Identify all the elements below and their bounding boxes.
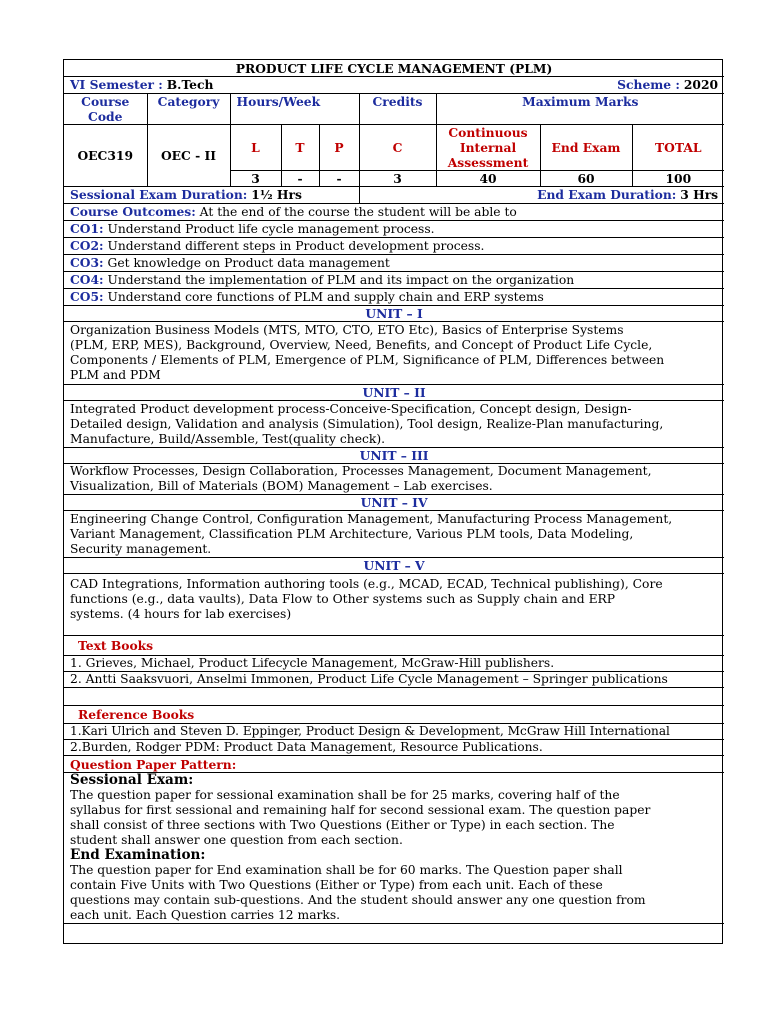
outcome-code: CO4:: [70, 272, 104, 287]
unit-4-line: Security management.: [70, 541, 212, 556]
outcome-text: Understand different steps in Product development process.: [103, 239, 485, 253]
unit-2-title: UNIT – II: [64, 385, 724, 401]
scheme-label: Scheme :: [617, 77, 680, 92]
course-outcomes-intro: At the end of the course the student will be able to: [195, 205, 517, 219]
unit-4-title: UNIT – IV: [64, 495, 724, 511]
unit-2-line: Detailed design, Validation and analysis (Simulation), Tool design, Realize-Plan manufacturing,: [70, 416, 664, 431]
unit-5-line: systems. (4 hours for lab exercises): [70, 607, 292, 621]
reference-books-heading: Reference Books: [64, 706, 724, 724]
header-total: TOTAL: [632, 125, 724, 171]
outcome-text: Understand the implementation of PLM and its impact on the organization: [103, 273, 575, 287]
value-t: -: [281, 171, 319, 187]
value-l: 3: [230, 171, 281, 187]
unit-4-body: [64, 511, 724, 558]
header-cia: Continuous Internal Assessment: [436, 125, 540, 171]
course-category: OEC - II: [147, 125, 230, 187]
header-credits: Credits: [359, 94, 436, 125]
syllabus-table: [64, 60, 724, 924]
unit-1-body: [64, 322, 724, 385]
sessional-line: student shall answer one question from each section.: [70, 833, 403, 847]
outcome-code: CO1:: [70, 221, 104, 236]
value-total: 100: [632, 171, 724, 187]
sessional-duration: [64, 187, 359, 204]
sessional-exam-heading: Sessional Exam:: [70, 772, 194, 788]
header-end-exam: End Exam: [540, 125, 632, 171]
unit-5-body: [64, 574, 724, 636]
unit-3-title: UNIT – III: [64, 448, 724, 464]
text-book-1: 1. Grieves, Michael, Product Lifecycle Management, McGraw-Hill publishers.: [64, 656, 724, 672]
blank-row: [64, 688, 724, 706]
unit-3-line: Visualization, Bill of Materials (BOM) Management – Lab exercises.: [70, 479, 493, 493]
value-c: 3: [359, 171, 436, 187]
sessional-line: shall consist of three sections with Two Questions (Either or Type) in each section. The: [70, 818, 615, 832]
outcome-text: Understand Product life cycle management process.: [103, 222, 435, 236]
course-code: OEC319: [64, 125, 147, 187]
sessional-duration-label: Sessional Exam Duration:: [70, 187, 248, 202]
outcome-row-1: [64, 221, 724, 238]
unit-5-line: functions (e.g., data vaults), Data Flow to Other systems such as Supply chain and ERP: [70, 592, 616, 606]
value-p: -: [319, 171, 359, 187]
unit-1-line: Components / Elements of PLM, Emergence of PLM, Significance of PLM, Differences between: [70, 353, 665, 367]
header-hours-week: Hours/Week: [230, 94, 359, 125]
outcome-code: CO2:: [70, 238, 104, 253]
header-category: Category: [147, 94, 230, 125]
text-books-heading: Text Books: [64, 636, 724, 656]
value-cia: 40: [436, 171, 540, 187]
outcome-text: Get knowledge on Product data management: [103, 256, 390, 270]
unit-5-line: CAD Integrations, Information authoring tools (e.g., MCAD, ECAD, Technical publishing), Core: [70, 577, 663, 591]
unit-1-line: PLM and PDM: [70, 368, 161, 382]
end-duration-label: End Exam Duration:: [537, 187, 677, 202]
header-c: C: [359, 125, 436, 171]
header-maximum-marks: Maximum Marks: [436, 94, 724, 125]
scheme-value: 2020: [683, 77, 719, 92]
outcome-code: CO3:: [70, 255, 104, 270]
end-exam-line: contain Five Units with Two Questions (Either or Type) from each unit. Each of these: [70, 878, 603, 892]
question-paper-heading: Question Paper Pattern:: [64, 756, 724, 773]
unit-2-line: Manufacture, Build/Assemble, Test(quality check).: [70, 431, 386, 446]
outcome-row-4: [64, 272, 724, 289]
semester-row: [64, 77, 724, 94]
sessional-line: syllabus for first sessional and remaining half for second sessional exam. The question paper: [70, 803, 651, 817]
end-exam-heading: End Examination:: [70, 847, 206, 863]
outcome-text: Understand core functions of PLM and supply chain and ERP systems: [103, 290, 544, 304]
reference-book-2: 2.Burden, Rodger PDM: Product Data Management, Resource Publications.: [64, 740, 724, 756]
outcome-code: CO5:: [70, 289, 104, 304]
course-outcomes-label: Course Outcomes:: [70, 204, 196, 219]
question-paper-body: [64, 773, 724, 924]
unit-1-line: (PLM, ERP, MES), Background, Overview, Need, Benefits, and Concept of Product Life Cycle,: [70, 338, 653, 352]
course-outcomes-heading: [64, 204, 724, 221]
end-exam-line: The question paper for End examination shall be for 60 marks. The Question paper shall: [70, 863, 623, 877]
text-book-2: 2. Antti Saaksvuori, Anselmi Immonen, Product Life Cycle Management – Springer publications: [64, 672, 724, 688]
header-p: P: [319, 125, 359, 171]
sessional-line: The question paper for sessional examination shall be for 25 marks, covering half of the: [70, 788, 620, 802]
unit-3-body: [64, 464, 724, 495]
outcome-row-3: [64, 255, 724, 272]
value-end-exam: 60: [540, 171, 632, 187]
outcome-row-2: [64, 238, 724, 255]
end-exam-line: questions may contain sub-questions. And the student should answer any one question from: [70, 893, 646, 907]
unit-5-title: UNIT – V: [64, 558, 724, 574]
sessional-duration-value: 1½ Hrs: [251, 187, 302, 202]
syllabus-sheet: [63, 59, 723, 944]
end-duration-value: 3 Hrs: [680, 187, 719, 202]
course-title: PRODUCT LIFE CYCLE MANAGEMENT (PLM): [64, 60, 724, 77]
end-duration: [359, 187, 724, 204]
header-course-code: Course Code: [64, 94, 147, 125]
end-exam-line: each unit. Each Question carries 12 marks.: [70, 908, 341, 922]
unit-1-line: Organization Business Models (MTS, MTO, CTO, ETO Etc), Basics of Enterprise Systems: [70, 323, 624, 337]
semester-label: VI Semester :: [70, 77, 163, 92]
semester-value: B.Tech: [166, 77, 214, 92]
unit-3-line: Workflow Processes, Design Collaboration, Processes Management, Document Management,: [70, 464, 652, 478]
unit-4-line: Variant Management, Classification PLM Architecture, Various PLM tools, Data Modeling,: [70, 526, 634, 541]
unit-2-line: Integrated Product development process-Conceive-Specification, Concept design, Design-: [70, 401, 632, 416]
unit-2-body: [64, 401, 724, 448]
unit-1-title: UNIT – I: [64, 306, 724, 322]
outcome-row-5: [64, 289, 724, 306]
header-t: T: [281, 125, 319, 171]
unit-4-line: Engineering Change Control, Configuration Management, Manufacturing Process Management,: [70, 511, 673, 526]
header-l: L: [230, 125, 281, 171]
reference-book-1: 1.Kari Ulrich and Steven D. Eppinger, Product Design & Development, McGraw Hill International: [64, 724, 724, 740]
